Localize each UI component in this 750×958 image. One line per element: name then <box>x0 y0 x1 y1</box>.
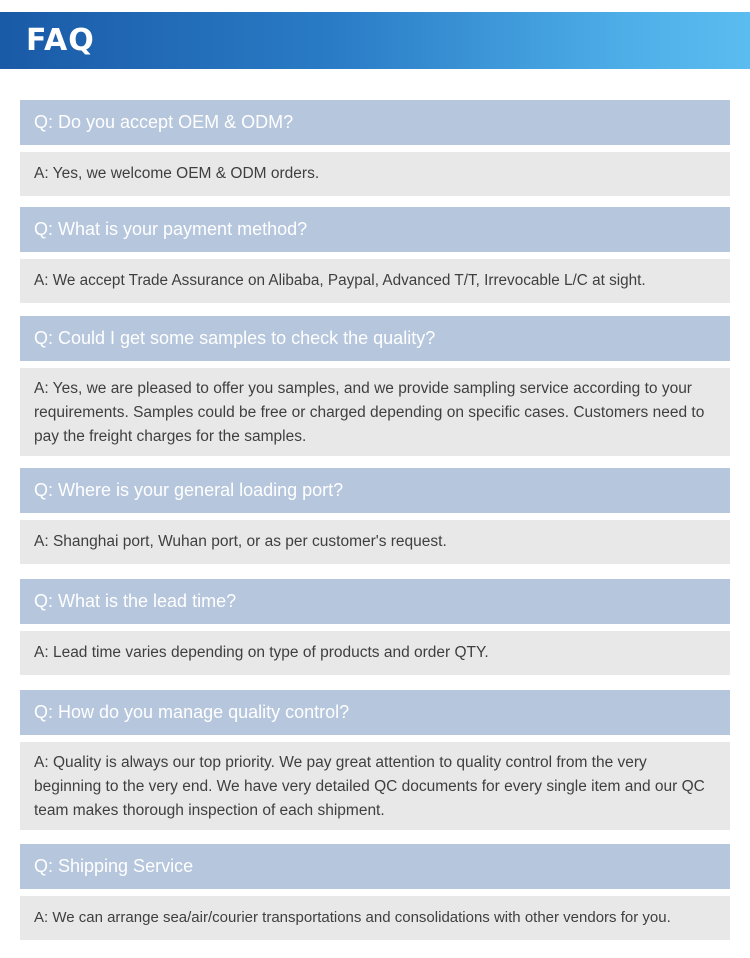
faq-item <box>20 844 730 941</box>
faq-question: Q: What is the lead time? <box>20 579 730 624</box>
faq-item <box>20 690 730 830</box>
faq-header-banner <box>0 12 750 69</box>
faq-answer: A: Shanghai port, Wuhan port, or as per customer's request. <box>20 520 730 564</box>
faq-question: Q: Do you accept OEM & ODM? <box>20 100 730 145</box>
faq-question: Q: Where is your general loading port? <box>20 468 730 513</box>
faq-item <box>20 468 730 565</box>
page-title: FAQ <box>26 23 95 58</box>
faq-item <box>20 579 730 676</box>
faq-question: Q: Could I get some samples to check the quality? <box>20 316 730 361</box>
faq-question: Q: What is your payment method? <box>20 207 730 252</box>
faq-item <box>20 207 730 302</box>
faq-answer: A: Lead time varies depending on type of products and order QTY. <box>20 631 730 675</box>
faq-item <box>20 100 730 195</box>
faq-list <box>20 100 730 941</box>
faq-answer: A: We accept Trade Assurance on Alibaba, Paypal, Advanced T/T, Irrevocable L/C at sight. <box>20 259 730 303</box>
faq-question: Q: How do you manage quality control? <box>20 690 730 735</box>
faq-item <box>20 316 730 456</box>
faq-answer: A: Yes, we are pleased to offer you samples, and we provide sampling service according to your requirements. Samples could be free or charged depending on specific cases. Customers need to pay the freight charges for the samples. <box>20 368 730 456</box>
faq-answer: A: Quality is always our top priority. We pay great attention to quality control from the very beginning to the very end. We have very detailed QC documents for every single item and our QC team makes thorough inspection of each shipment. <box>20 742 730 830</box>
faq-answer: A: We can arrange sea/air/courier transportations and consolidations with other vendors for you. <box>20 896 730 940</box>
faq-question: Q: Shipping Service <box>20 844 730 889</box>
faq-answer: A: Yes, we welcome OEM & ODM orders. <box>20 152 730 196</box>
